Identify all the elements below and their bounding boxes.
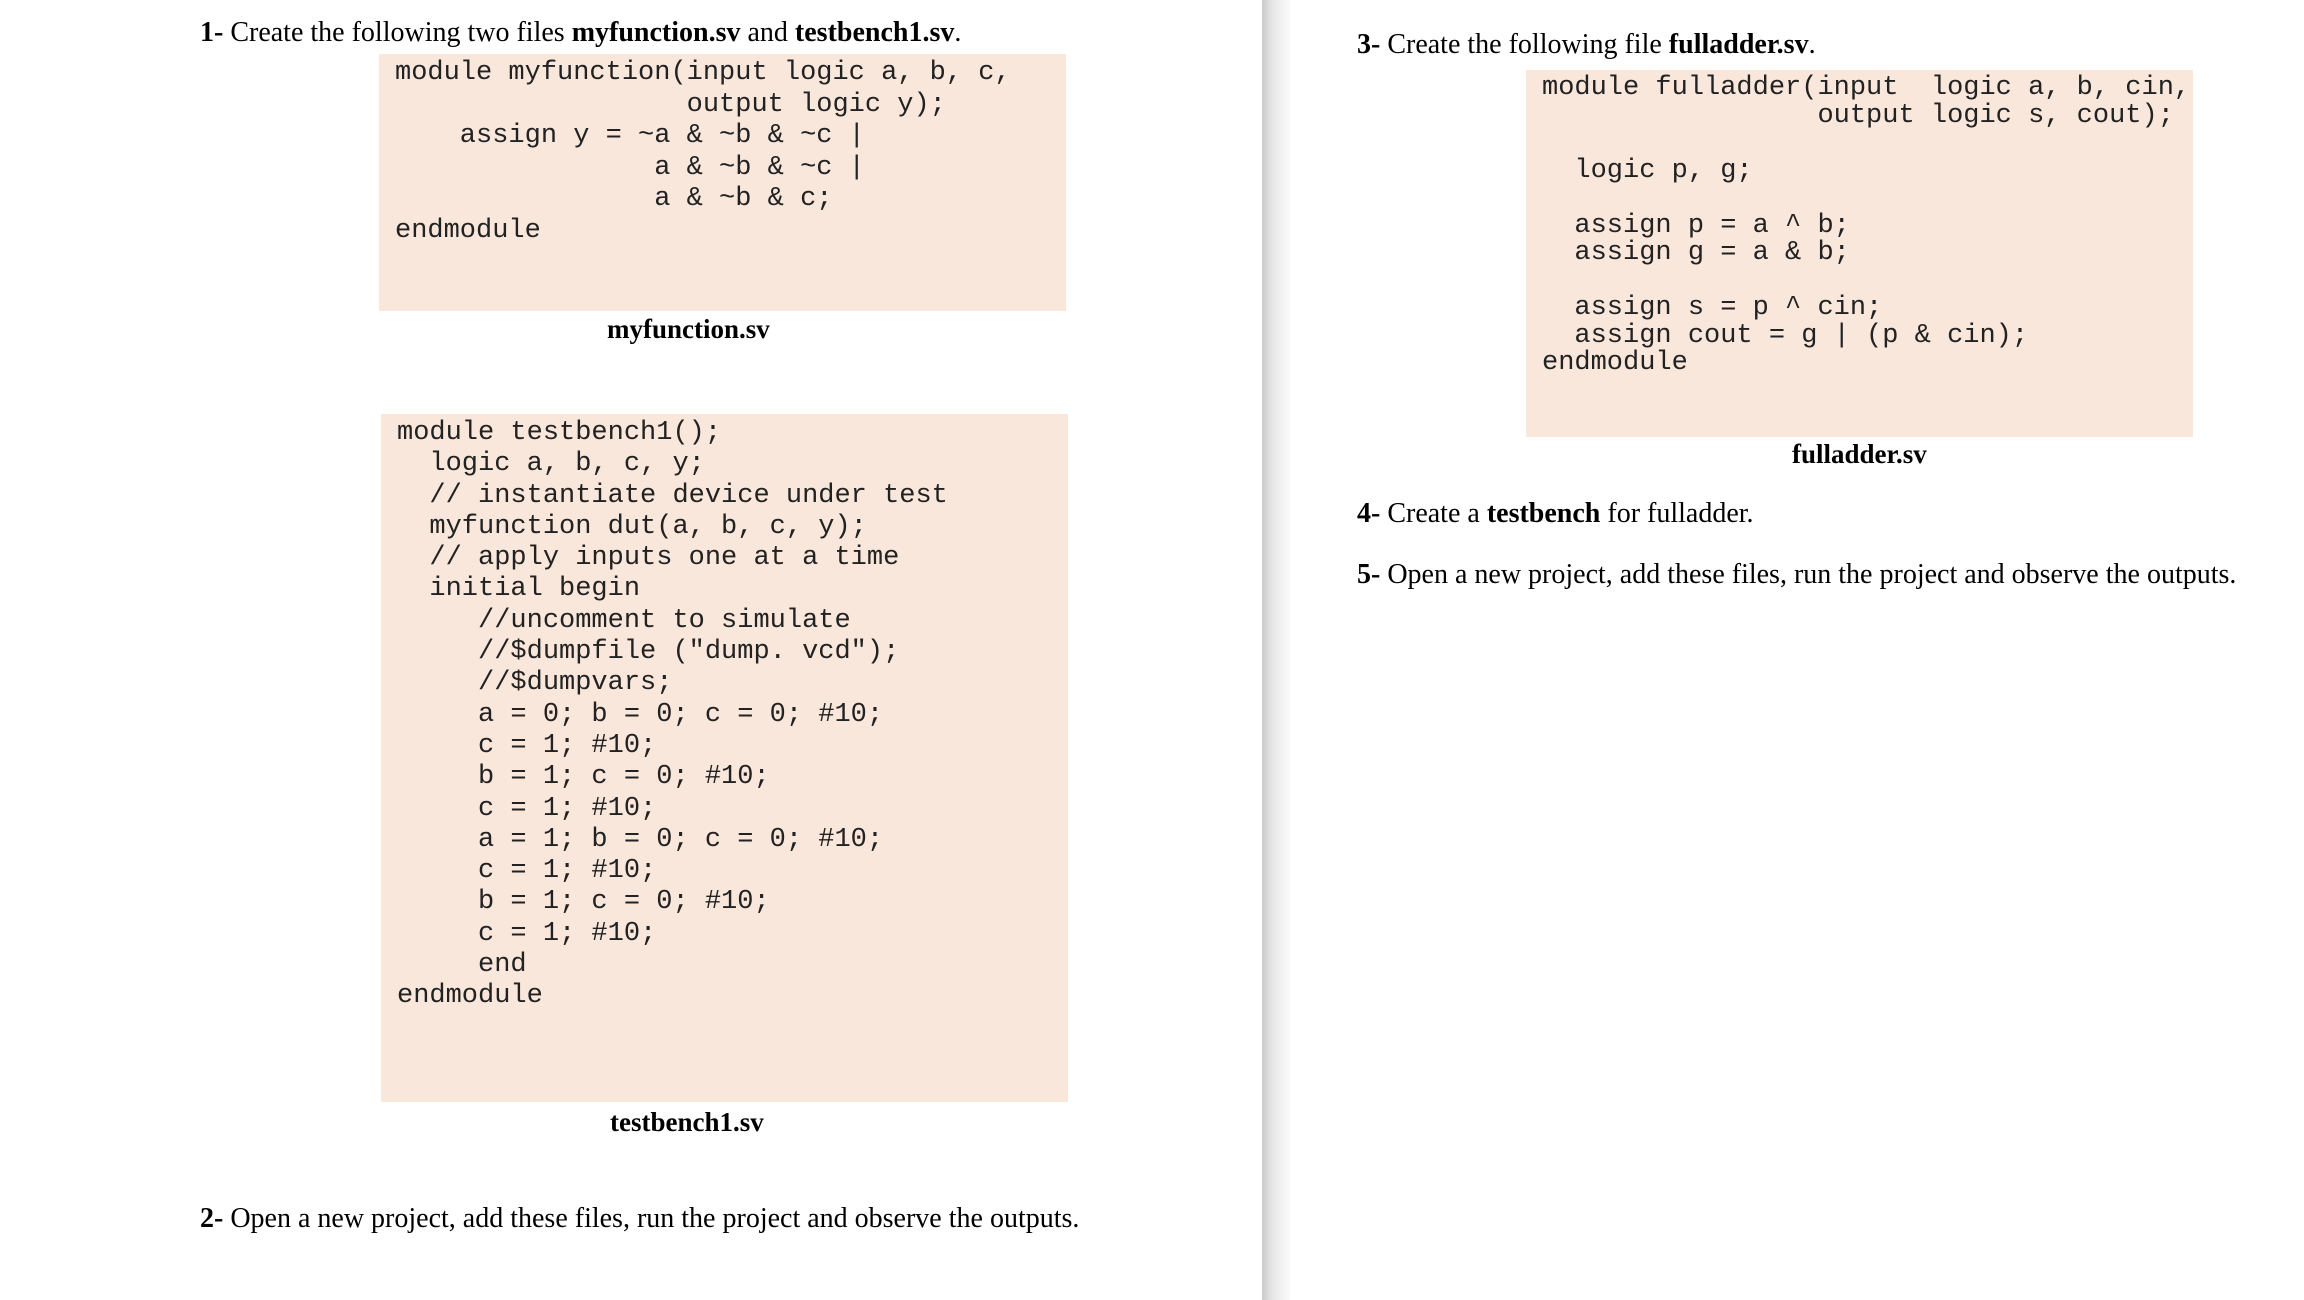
page-gutter-shadow <box>1262 0 1290 1300</box>
testbench1-code-line: c = 1; #10; <box>397 793 657 824</box>
testbench1-code-line: c = 1; #10; <box>397 730 657 761</box>
fulladder-code-line: assign g = a & b; <box>1542 238 1850 268</box>
fulladder-code-line: output logic s, cout); <box>1542 100 2174 131</box>
step1-conjunction: and <box>747 17 788 48</box>
fulladder-code-line: logic p, g; <box>1542 155 1753 186</box>
step3-period: . <box>1808 29 1816 60</box>
step4-number: 4- <box>1357 498 1381 529</box>
testbench1-code-line: c = 1; #10; <box>397 856 657 887</box>
myfunction-code-line: a & ~b & ~c | <box>395 152 865 183</box>
step5-instruction <box>1357 558 2236 592</box>
testbench1-code-line: module testbench1(); <box>397 418 722 448</box>
testbench1-code-box <box>381 414 1068 1102</box>
testbench1-code-line: //$dumpfile ("dump. vcd"); <box>397 637 900 668</box>
testbench1-code <box>397 418 948 1013</box>
testbench1-code-line: initial begin <box>397 574 641 605</box>
myfunction-code-line: a & ~b & c; <box>395 184 833 214</box>
testbench1-code-line: // apply inputs one at a time <box>397 543 900 574</box>
step1-number: 1- <box>200 17 224 48</box>
fulladder-code <box>1542 75 2190 378</box>
step1-file1: myfunction.sv <box>571 17 741 48</box>
fulladder-code-line: assign cout = g | (p & cin); <box>1542 320 2029 351</box>
myfunction-code-line: output logic y); <box>395 89 946 120</box>
myfunction-code-box <box>379 54 1066 311</box>
testbench1-code-line: b = 1; c = 0; #10; <box>397 762 770 793</box>
step1-file2: testbench1.sv <box>794 17 955 48</box>
step3-text: Create the following file <box>1387 29 1662 60</box>
fulladder-code-line: assign p = a ^ b; <box>1542 210 1850 241</box>
testbench1-code-line: a = 0; b = 0; c = 0; #10; <box>397 699 884 730</box>
testbench1-code-line: b = 1; c = 0; #10; <box>397 887 770 918</box>
myfunction-code-line: assign y = ~a & ~b & ~c | <box>395 121 865 151</box>
step4-text-before: Create a <box>1387 498 1480 529</box>
myfunction-code-line: module myfunction(input logic a, b, c, <box>395 58 1011 88</box>
step3-file: fulladder.sv <box>1668 29 1809 60</box>
fulladder-code-line <box>1542 130 2190 158</box>
testbench1-code-line: logic a, b, c, y; <box>397 449 705 480</box>
myfunction-code <box>395 58 1011 247</box>
step4-bold: testbench <box>1486 498 1601 529</box>
fulladder-code-line: assign s = p ^ cin; <box>1542 293 1883 323</box>
testbench1-code-line: end <box>397 950 527 981</box>
testbench1-code-line: //uncomment to simulate <box>397 605 851 636</box>
step3-number: 3- <box>1357 29 1381 60</box>
step1-instruction <box>200 16 961 50</box>
step1-period: . <box>954 17 962 48</box>
fulladder-caption: fulladder.sv <box>1792 439 1927 469</box>
step1-text: Create the following two files <box>230 17 565 48</box>
testbench1-code-line: a = 1; b = 0; c = 0; #10; <box>397 824 884 855</box>
myfunction-caption: myfunction.sv <box>607 314 770 344</box>
fulladder-code-line: endmodule <box>1542 348 1688 378</box>
testbench1-code-line: // instantiate device under test <box>397 480 948 511</box>
fulladder-code-box <box>1526 70 2193 437</box>
right-page <box>1290 0 2304 1300</box>
testbench1-code-line: //$dumpvars; <box>397 668 673 699</box>
step2-number: 2- <box>200 1203 224 1234</box>
step2-text: Open a new project, add these files, run the project and observe the outputs. <box>230 1203 1080 1234</box>
step4-instruction <box>1357 497 1754 531</box>
step4-text-after: for fulladder. <box>1607 498 1754 529</box>
fulladder-code-line <box>1542 268 2190 296</box>
step5-text: Open a new project, add these files, run the project and observe the outputs. <box>1387 559 2237 590</box>
step2-instruction <box>200 1202 1079 1236</box>
testbench1-caption: testbench1.sv <box>610 1107 764 1137</box>
testbench1-code-line: endmodule <box>397 981 543 1012</box>
myfunction-code-line: endmodule <box>395 215 541 246</box>
fulladder-code-line: module fulladder(input logic a, b, cin, <box>1542 73 2191 103</box>
step3-instruction <box>1357 28 1816 62</box>
fulladder-code-line <box>1542 185 2190 213</box>
step5-number: 5- <box>1357 559 1381 590</box>
testbench1-code-line: myfunction dut(a, b, c, y); <box>397 511 867 542</box>
testbench1-code-line: c = 1; #10; <box>397 918 657 949</box>
